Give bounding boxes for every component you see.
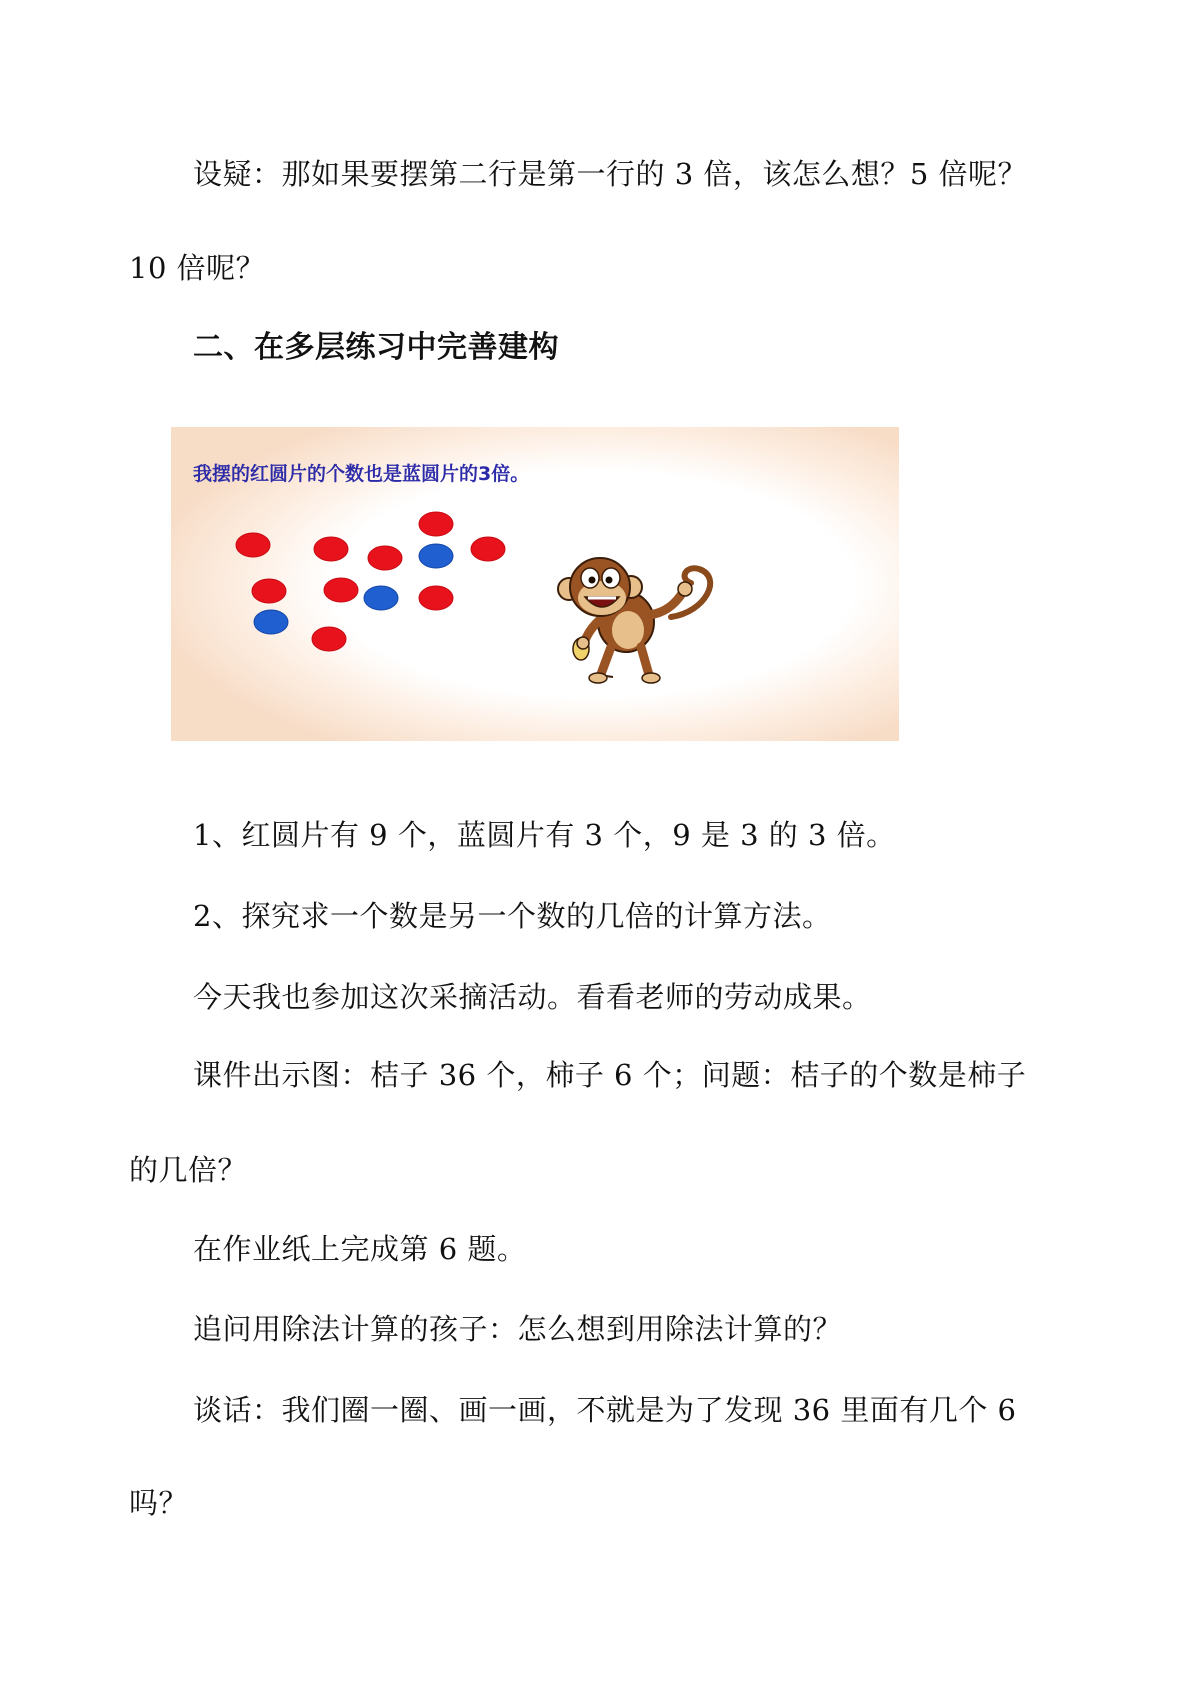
red-disc (368, 546, 402, 570)
blue-disc (254, 610, 288, 634)
paragraph-question-line1: 设疑：那如果要摆第二行是第一行的 3 倍，该怎么想？5 倍呢？ (193, 157, 1028, 191)
section-heading: 二、在多层练习中完善建构 (193, 330, 559, 365)
paragraph-courseware-line1: 课件出示图：桔子 36 个，柿子 6 个；问题：桔子的个数是柿子 (193, 1058, 1027, 1092)
red-disc (312, 627, 346, 651)
disc-group (236, 512, 505, 651)
red-disc (236, 533, 270, 557)
paragraph-worksheet: 在作业纸上完成第 6 题。 (193, 1232, 527, 1266)
list-item-2: 2、探究求一个数是另一个数的几倍的计算方法。 (193, 899, 832, 933)
red-disc (419, 512, 453, 536)
paragraph-talk-line1: 谈话：我们圈一圈、画一画，不就是为了发现 36 里面有几个 6 (193, 1393, 1017, 1427)
figure-caption: 我摆的红圆片的个数也是蓝圆片的3倍。 (193, 463, 530, 485)
monkey-icon (558, 558, 710, 683)
red-disc (314, 537, 348, 561)
paragraph-harvest: 今天我也参加这次采摘活动。看看老师的劳动成果。 (193, 980, 872, 1014)
paragraph-courseware-line2: 的几倍？ (129, 1153, 248, 1187)
blue-disc (364, 586, 398, 610)
red-disc (324, 578, 358, 602)
red-disc (419, 586, 453, 610)
list-item-1: 1、红圆片有 9 个，蓝圆片有 3 个，9 是 3 的 3 倍。 (193, 818, 896, 852)
red-disc (471, 537, 505, 561)
blue-disc (419, 544, 453, 568)
paragraph-talk-line2: 吗？ (129, 1486, 189, 1520)
paragraph-question-line2: 10 倍呢？ (129, 251, 266, 285)
paragraph-followup: 追问用除法计算的孩子：怎么想到用除法计算的？ (193, 1312, 843, 1346)
figure-graphics (171, 427, 899, 741)
slide-figure (171, 427, 899, 741)
red-disc (252, 579, 286, 603)
